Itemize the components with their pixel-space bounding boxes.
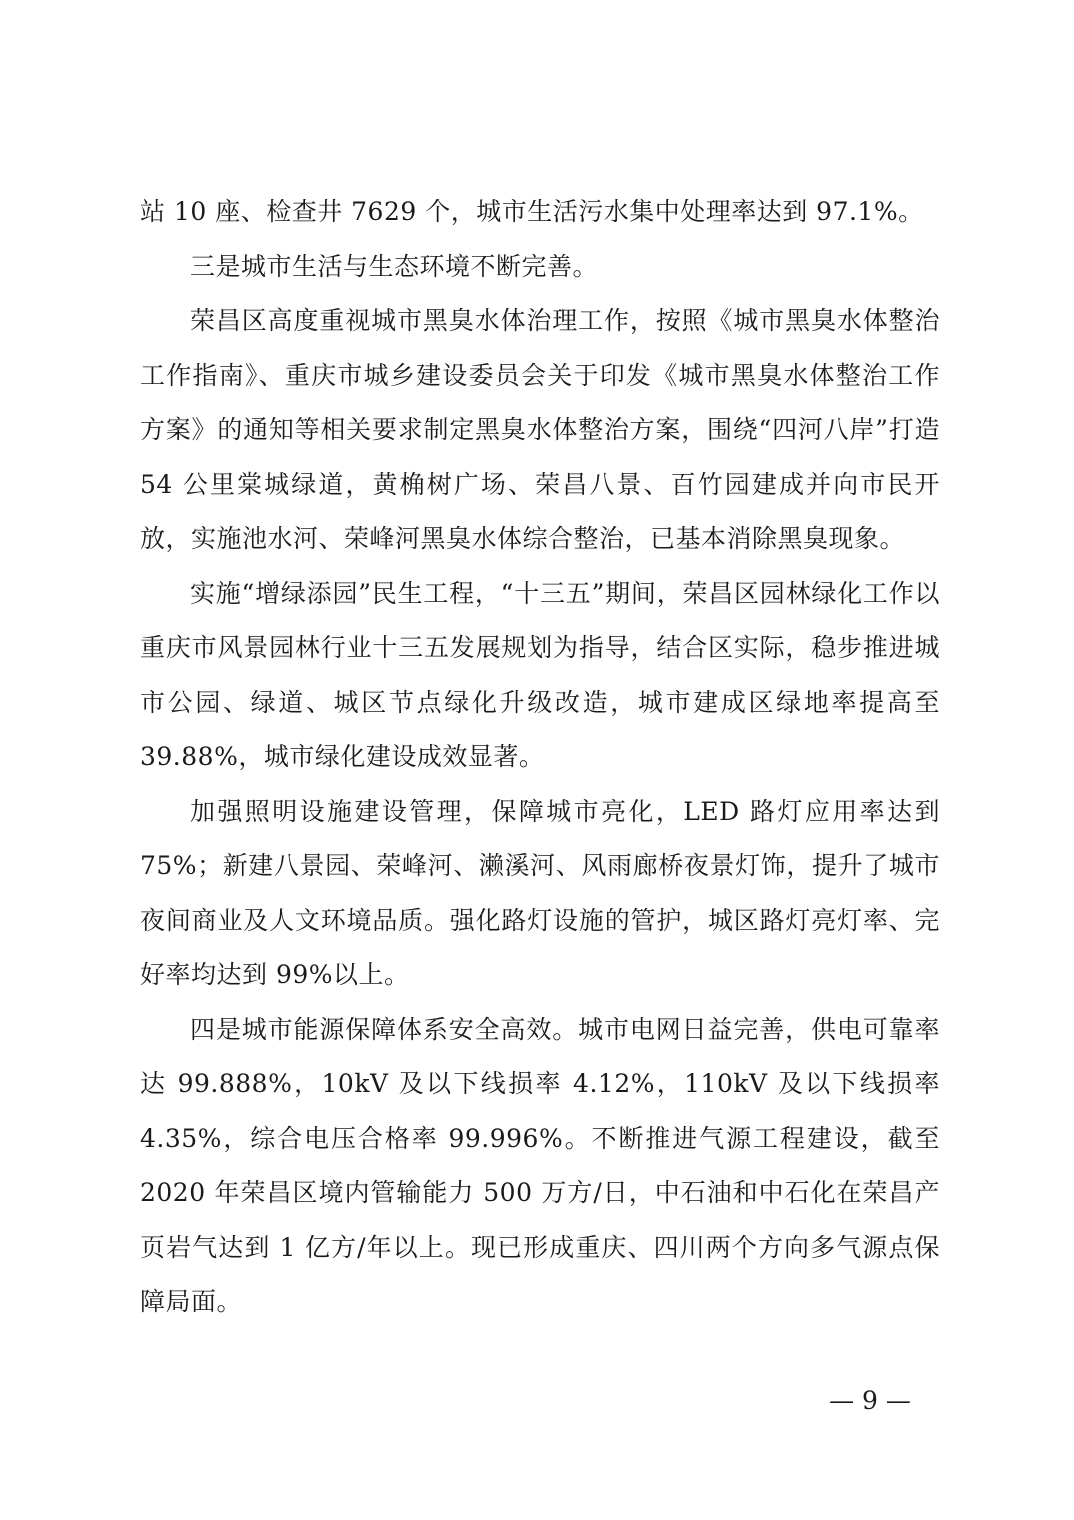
paragraph-energy: 四是城市能源保障体系安全高效。城市电网日益完善，供电可靠率达 99.888%，10kV 及以下线损率 4.12%，110kV 及以下线损率 4.35%，综合电压合格率 99.996%。不断推进气源工程建设，截至 2020 年荣昌区境内管输能力 500 万方/日，中石油和中石化在荣昌产页岩气达到 1 亿方/年以上。现已形成重庆、四川两个方向多气源点保障局面。 <box>140 1014 940 1316</box>
paragraph-lighting: 加强照明设施建设管理，保障城市亮化，LED 路灯应用率达到 75%；新建八景园、荣峰河、濑溪河、风雨廊桥夜景灯饰，提升了城市夜间商业及人文环境品质。强化路灯设施的管护，城区路灯亮灯率、完好率均达到 99%以上。 <box>140 796 940 989</box>
paragraph-black-odor-water: 荣昌区高度重视城市黑臭水体治理工作，按照《城市黑臭水体整治工作指南》、重庆市城乡建设委员会关于印发《城市黑臭水体整治工作方案》的通知等相关要求制定黑臭水体整治方案，围绕“四河八岸”打造 54 公里棠城绿道，黄桷树广场、荣昌八景、百竹园建成并向市民开放，实施池水河、荣峰河黑臭水体综合整治，已基本消除黑臭现象。 <box>140 306 940 553</box>
paragraph-section-three: 三是城市生活与生态环境不断完善。 <box>190 251 599 281</box>
body-text <box>140 185 940 1330</box>
paragraph-greening: 实施“增绿添园”民生工程，“十三五”期间，荣昌区园林绿化工作以重庆市风景园林行业十三五发展规划为指导，结合区实际，稳步推进城市公园、绿道、城区节点绿化升级改造，城市建成区绿地率提高至 39.88%，城市绿化建设成效显著。 <box>140 578 940 771</box>
page-number: — 9 — <box>829 1386 911 1415</box>
paragraph-continued: 站 10 座、检查井 7629 个，城市生活污水集中处理率达到 97.1%。 <box>140 197 924 226</box>
